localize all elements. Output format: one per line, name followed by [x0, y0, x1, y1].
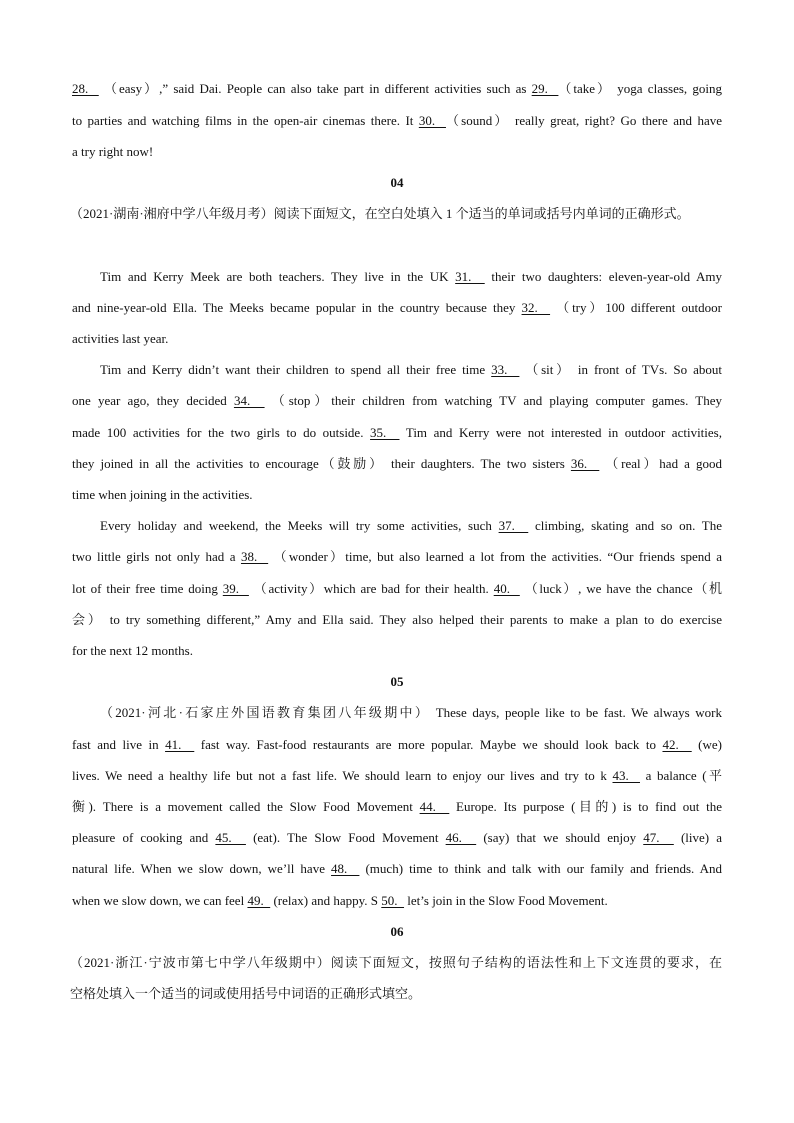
answer-blank[interactable]: 38.	[240, 549, 269, 564]
text-line: for the next 12 months.	[72, 643, 193, 658]
answer-blank[interactable]: 48.	[331, 861, 360, 876]
answer-blank[interactable]: 36.	[570, 456, 600, 471]
text-line: fast and live in 41. fast way. Fast-food restaurants are more popular. Maybe we should look back to 42. (we)	[72, 737, 722, 752]
answer-blank[interactable]: 28.	[72, 81, 99, 96]
section-source: 空格处填入一个适当的词或使用括号中词语的正确形式填空。	[70, 986, 422, 1001]
text-line: they joined in all the activities to encourage（鼓励） their daughters. The two sisters 36. （real）had a good	[72, 456, 722, 471]
answer-blank[interactable]: 46.	[445, 830, 477, 845]
answer-blank[interactable]: 30.	[418, 113, 446, 128]
answer-blank[interactable]: 44.	[419, 799, 450, 814]
text-line: two little girls not only had a 38. （wonder）time, but also learned a lot from the activities. “Our friends spend a	[72, 549, 723, 564]
answer-blank[interactable]: 31.	[455, 269, 485, 284]
answer-blank[interactable]: 39.	[222, 581, 249, 596]
text-line: to parties and watching films in the open-air cinemas there. It 30. （sound） really great, right? Go there and have	[72, 113, 723, 128]
answer-blank[interactable]: 37.	[498, 518, 529, 533]
answer-blank[interactable]: 34.	[233, 393, 265, 408]
section-source: （2021·湖南·湘府中学八年级月考）阅读下面短文，在空白处填入 1 个适当的单词或括号内单词的正确形式。	[70, 206, 690, 221]
text-line: pleasure of cooking and 45. (eat). The Slow Food Movement 46. (say) that we should enjoy 47. (live) a	[72, 830, 723, 845]
text-line: a try right now!	[72, 144, 154, 159]
answer-blank[interactable]: 33.	[491, 362, 520, 377]
answer-blank[interactable]: 50.	[381, 893, 405, 908]
text-line: 会） to try something different,” Amy and Ella said. They also helped their parents to make a plan to do exercise	[72, 612, 722, 627]
text-line: （2021·河北·石家庄外国语教育集团八年级期中） These days, people like to be fast. We always work	[100, 705, 722, 720]
answer-blank[interactable]: 45.	[215, 830, 246, 845]
text-line: one year ago, they decided 34. （stop）their children from watching TV and playing computer games. They	[72, 393, 722, 408]
text-line: lives. We need a healthy life but not a fast life. We should learn to enjoy our lives and try to k 43. a balance (平	[72, 768, 722, 783]
answer-blank[interactable]: 40.	[493, 581, 520, 596]
section-source: （2021·浙江·宁波市第七中学八年级期中）阅读下面短文，按照句子结构的语法性和上下文连贯的要求，在	[70, 955, 722, 970]
answer-blank[interactable]: 49.	[247, 893, 271, 908]
text-line: when we slow down, we can feel 49. (relax) and happy. S 50. let’s join in the Slow Food Movement.	[72, 893, 608, 908]
text-line: made 100 activities for the two girls to do outside. 35. Tim and Kerry were not interested in outdoor activities,	[72, 425, 722, 440]
text-line: activities last year.	[72, 331, 169, 346]
text-line: Every holiday and weekend, the Meeks will try some activities, such 37. climbing, skating and so on. The	[100, 518, 723, 533]
text-line: 28. （easy）,” said Dai. People can also take part in different activities such as 29. （take） yoga classes, going	[72, 81, 723, 96]
answer-blank[interactable]: 47.	[643, 830, 674, 845]
answer-blank[interactable]: 32.	[521, 300, 551, 315]
text-line: lot of their free time doing 39. （activity）which are bad for their health. 40. （luck）, we have the chance（机	[72, 581, 723, 596]
text-line: and nine-year-old Ella. The Meeks became popular in the country because they 32. （try）100 different outdoor	[72, 300, 722, 315]
section-number: 04	[390, 175, 404, 190]
text-line: time when joining in the activities.	[72, 487, 253, 502]
text-line: Tim and Kerry Meek are both teachers. They live in the UK 31. their two daughters: eleven-year-old Amy	[100, 269, 722, 284]
section-number: 06	[390, 924, 404, 939]
section-number: 05	[390, 674, 404, 689]
answer-blank[interactable]: 42.	[662, 737, 692, 752]
text-line: 衡). There is a movement called the Slow Food Movement 44. Europe. Its purpose (目的) is to find out the	[72, 799, 723, 814]
answer-blank[interactable]: 41.	[165, 737, 195, 752]
answer-blank[interactable]: 43.	[612, 768, 640, 783]
answer-blank[interactable]: 29.	[531, 81, 559, 96]
answer-blank[interactable]: 35.	[370, 425, 400, 440]
text-line: natural life. When we slow down, we’ll have 48. (much) time to think and talk with our family and friends. And	[72, 861, 723, 876]
text-line: Tim and Kerry didn’t want their children to spend all their free time 33. （sit） in front of TVs. So about	[100, 362, 723, 377]
